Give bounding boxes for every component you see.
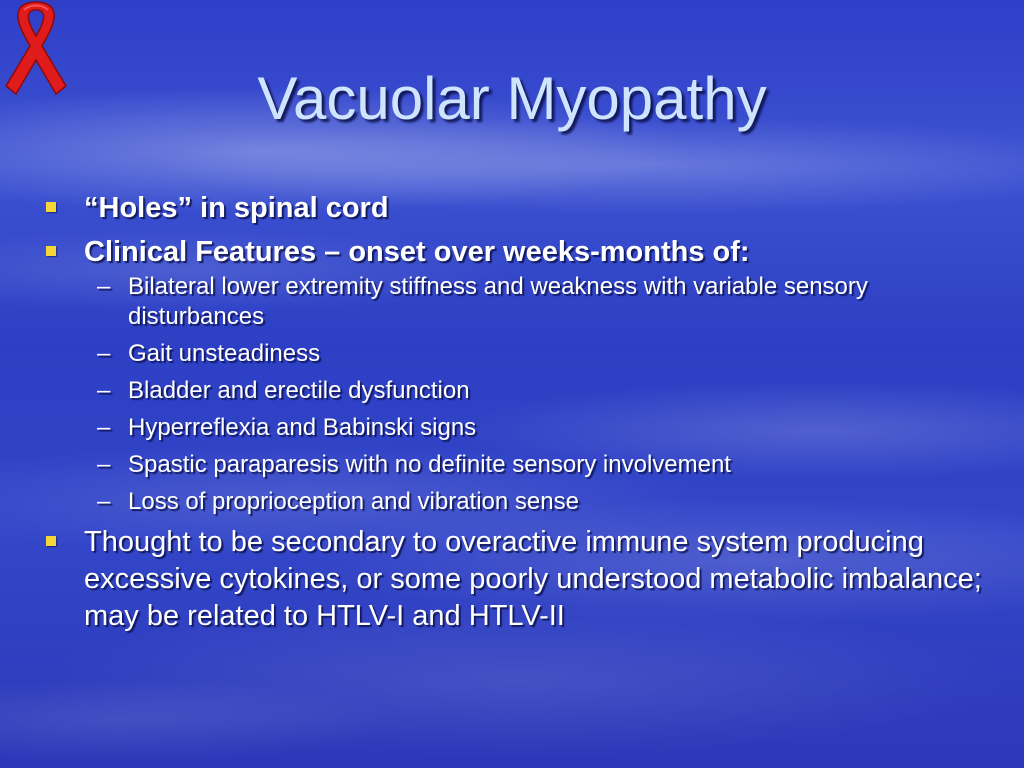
sub-bullet-text: Gait unsteadiness xyxy=(128,340,321,367)
sub-bullet-text: Bladder and erectile dysfunction xyxy=(128,377,470,404)
bullet-item xyxy=(44,234,1004,270)
sub-bullet-item xyxy=(84,487,1004,517)
square-bullet-icon xyxy=(46,202,56,212)
square-bullet-icon xyxy=(46,536,56,546)
sub-bullet-item xyxy=(84,339,1004,369)
slide-body xyxy=(44,190,1004,643)
sub-bullet-item xyxy=(84,413,1004,443)
sub-bullet-item xyxy=(84,450,1004,480)
sub-bullet-text: Bilateral lower extremity stiffness and weakness with variable sensory disturbances xyxy=(128,273,868,330)
dash-marker: – xyxy=(97,414,111,441)
sub-bullet-item xyxy=(84,376,1004,406)
bullet-item xyxy=(44,190,1004,226)
sub-bullet-text: Hyperreflexia and Babinski signs xyxy=(128,414,477,441)
sub-bullet-text: Loss of proprioception and vibration sense xyxy=(128,488,579,515)
dash-marker: – xyxy=(97,340,111,367)
dash-marker: – xyxy=(97,377,111,404)
bullet-text: Thought to be secondary to overactive immune system producing excessive cytokines, or some poorly understood metabolic imbalance; may be related to HTLV-I and HTLV-II xyxy=(84,526,982,632)
bullet-item xyxy=(44,524,1004,635)
bullet-text: “Holes” in spinal cord xyxy=(84,192,389,224)
square-bullet-icon xyxy=(46,246,56,256)
sub-bullet-text: Spastic paraparesis with no definite sensory involvement xyxy=(128,451,731,478)
slide-title: Vacuolar Myopathy xyxy=(257,65,767,132)
dash-marker: – xyxy=(97,273,111,300)
sub-bullet-item xyxy=(84,272,1004,332)
dash-marker: – xyxy=(97,488,111,515)
sub-bullet-list xyxy=(84,272,1004,517)
dash-marker: – xyxy=(97,451,111,478)
bullet-text: Clinical Features – onset over weeks-months of: xyxy=(84,236,750,268)
